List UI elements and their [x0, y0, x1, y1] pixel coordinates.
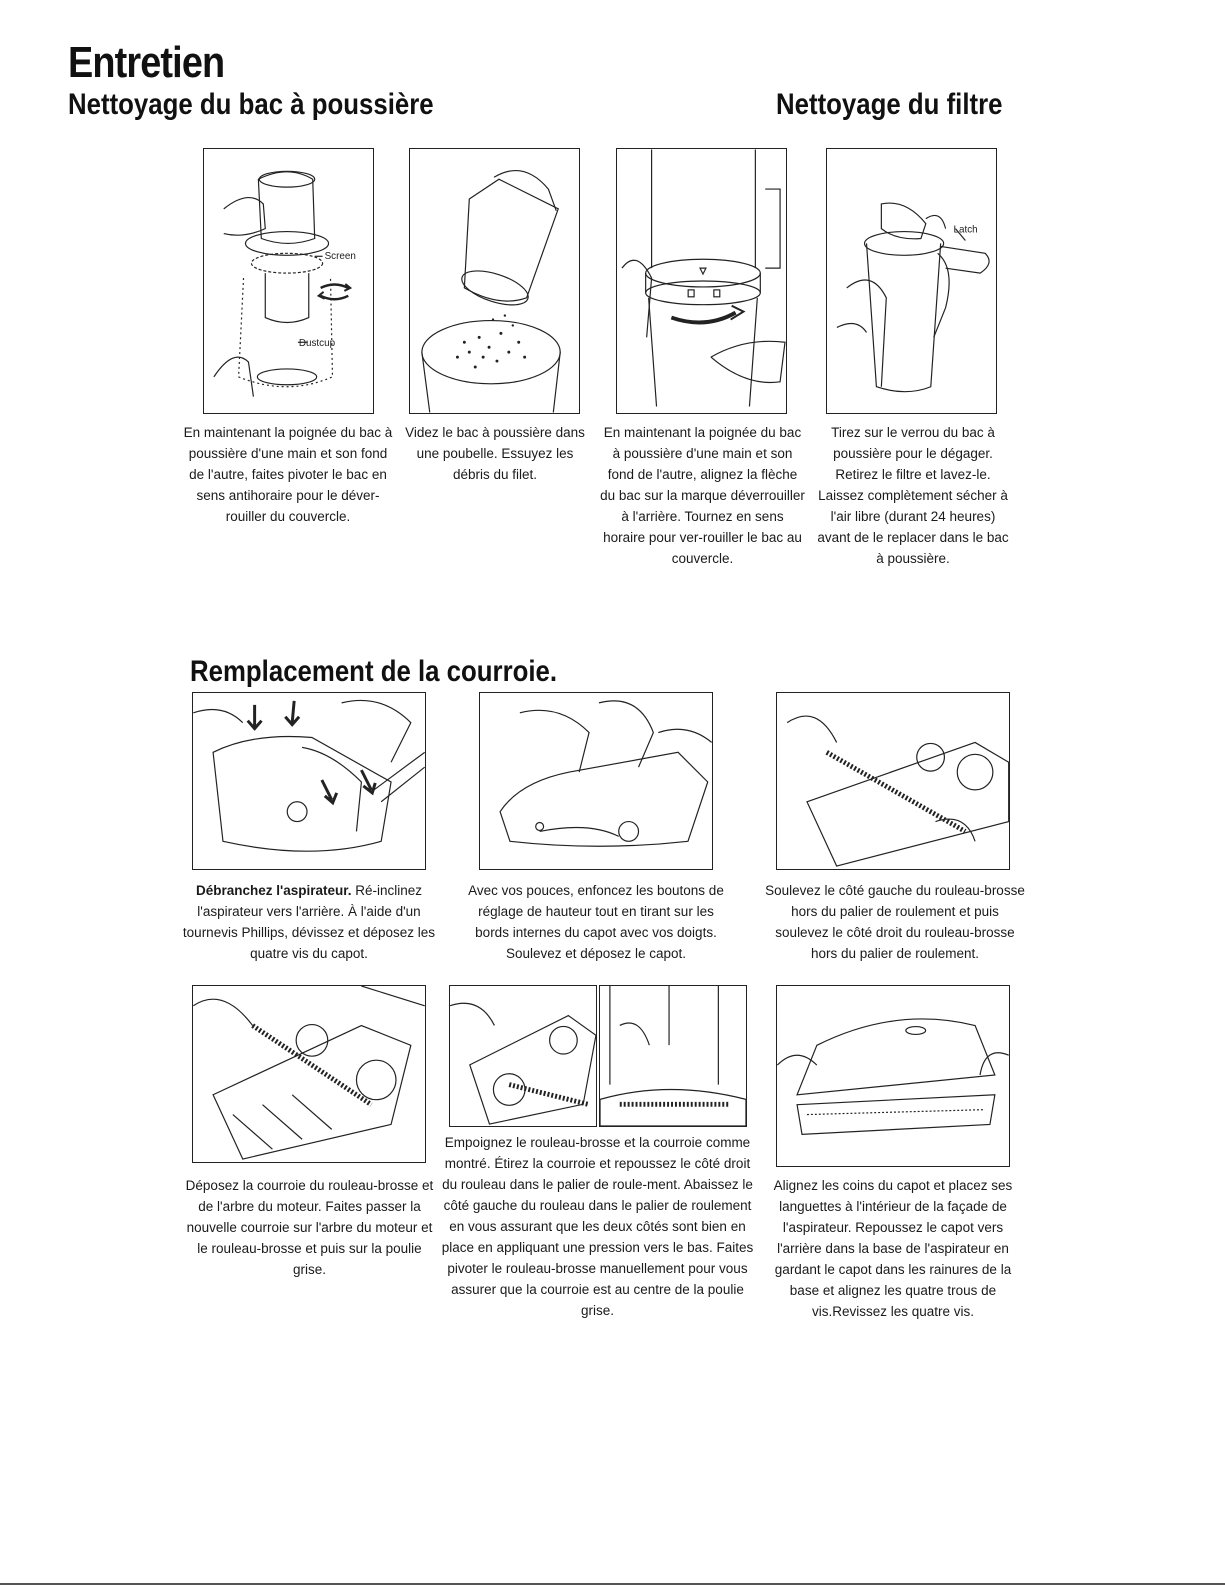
section-heading-dustcup: Nettoyage du bac à poussière — [68, 88, 434, 121]
figure-belt-install-left — [449, 985, 597, 1127]
figure-belt-unscrew — [192, 692, 426, 870]
caption-filter-step-1: Tirez sur le verrou du bac à poussière pour le dégager. Retirez le filtre et lavez-le. Laissez complètement sécher à l'air libre (durant 24 heures) avant de le replacer dans le bac à poussière. — [817, 425, 1009, 566]
caption-dustcup-step-2: Videz le bac à poussière dans une poubelle. Essuyez les débris du filet. — [405, 425, 585, 482]
label-screen: Screen — [324, 251, 356, 263]
caption-belt-step-1 — [180, 880, 438, 964]
section-heading-belt: Remplacement de la courroie. — [190, 655, 558, 688]
figure-belt-reinstall-hood — [776, 985, 1010, 1167]
caption-belt-step-1-bold: Débranchez l'aspirateur. — [195, 883, 352, 898]
figure-filter-latch — [826, 148, 997, 414]
figure-belt-remove-hood — [479, 692, 713, 870]
caption-belt-step-6: Alignez les coins du capot et placez ses languettes à l'intérieur de la façade de l'aspirateur. Repoussez le capot vers l'arrière dans la base de l'aspirateur en gardant le capot dans les rainures de la base et alignez les quatre trous de vis.Revissez les quatre vis. — [773, 1178, 1013, 1319]
caption-belt-step-5: Empoignez le rouleau-brosse et la courroie comme montré. Étirez la courroie et repoussez le côté droit du rouleau dans le palier de roule-ment. Abaissez le côté gauche du rouleau dans le palier de roulement en vous assurant que les deux côtés sont bien en place en appliquant une pression vers le bas. Faites pivoter le rouleau-brosse manuellement pour vous assurer que la courroie est au centre de la poulie grise. — [441, 1135, 754, 1318]
caption-belt-step-4: Déposez la courroie du rouleau-brosse et de l'arbre du moteur. Faites passer la nouvelle courroie sur l'arbre du moteur et le rouleau-brosse et puis sur la poulie grise. — [185, 1178, 434, 1277]
section-heading-filter: Nettoyage du filtre — [776, 88, 1003, 121]
label-dustcup: Dustcup — [298, 338, 336, 350]
caption-belt-step-3: Soulevez le côté gauche du rouleau-brosse hors du palier de roulement et puis soulevez le côté droit du rouleau-brosse hors du palier de roulement. — [765, 883, 1025, 961]
figure-dustcup-lock — [616, 148, 787, 414]
figure-belt-install-right — [599, 985, 747, 1127]
label-latch: Latch — [953, 224, 978, 236]
page-title: Entretien — [68, 38, 225, 87]
figure-belt-lift-brushroll — [776, 692, 1010, 870]
figure-dustcup-unlock — [203, 148, 374, 414]
caption-dustcup-step-3: En maintenant la poignée du bac à poussière d'une main et son fond de l'autre, alignez la flèche du bac sur la marque déverrouiller à l'arrière. Tournez en sens horaire pour ver-rouiller le bac au couvercle. — [600, 425, 805, 566]
figure-dustcup-empty — [409, 148, 580, 414]
figure-belt-replace — [192, 985, 426, 1163]
caption-belt-step-1-text: Ré-inclinez l'aspirateur vers l'arrière. À l'aide d'un tournevis Phillips, dévissez et déposez les quatre vis du capot. — [182, 883, 436, 961]
caption-dustcup-step-1: En maintenant la poignée du bac à poussière d'une main et son fond de l'autre, faites pivoter le bac en sens antihoraire pour le déver-rouiller du couvercle. — [183, 425, 393, 524]
caption-belt-step-2: Avec vos pouces, enfoncez les boutons de réglage de hauteur tout en tirant sur les bords internes du capot avec vos doigts. Soulevez et déposez le capot. — [468, 883, 724, 961]
